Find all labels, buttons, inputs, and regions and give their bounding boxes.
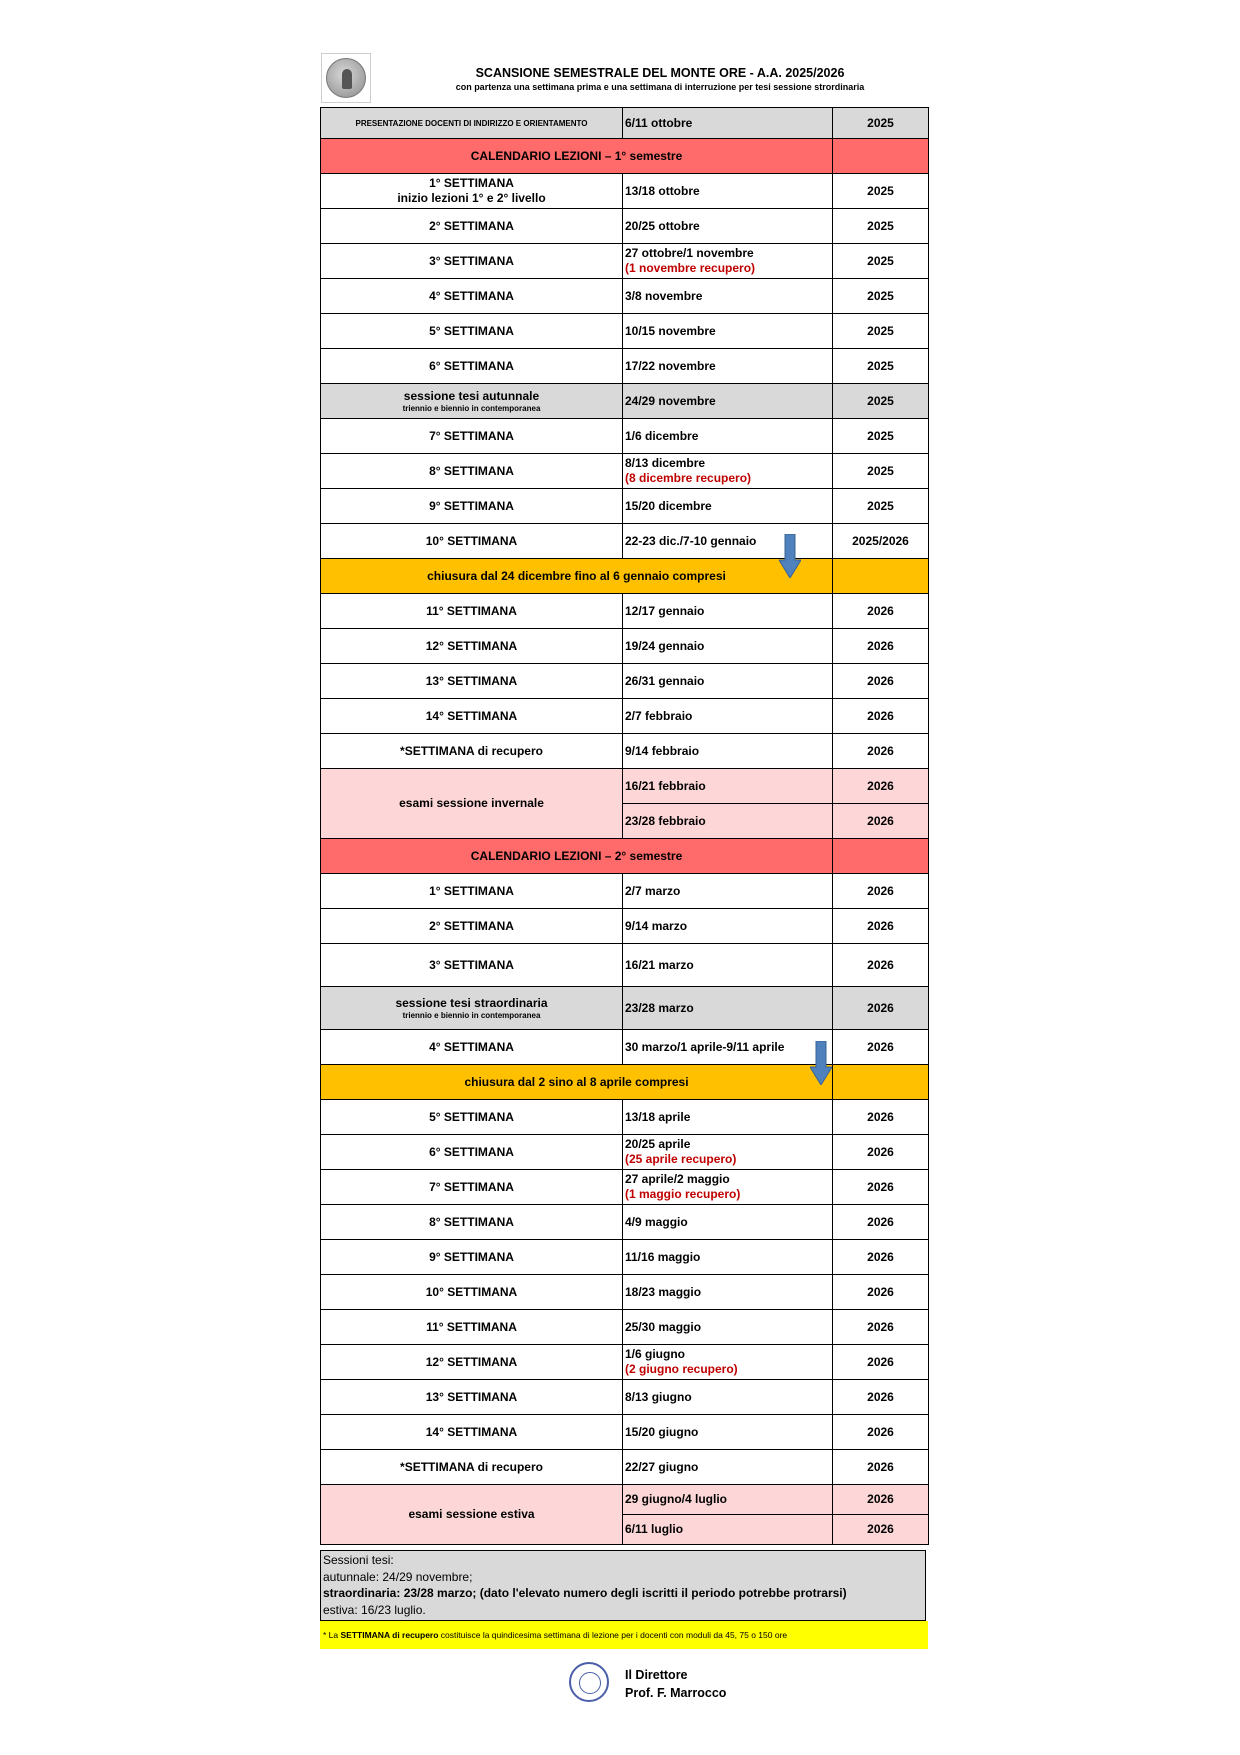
- year-cell: 2025: [833, 489, 929, 524]
- week-cell: [321, 1205, 623, 1240]
- date-label: 18/23 maggio: [625, 1284, 702, 1299]
- week-cell: [321, 384, 623, 419]
- date-label: 12/17 gennaio: [625, 603, 705, 618]
- down-arrow-icon: [810, 1041, 832, 1085]
- date-cell: [623, 1240, 833, 1275]
- week-cell: [321, 489, 623, 524]
- table-row: [321, 987, 929, 1030]
- notes-heading: Sessioni tesi:: [323, 1553, 394, 1567]
- date-cell: [623, 419, 833, 454]
- signature-role: Il Direttore: [625, 1668, 688, 1682]
- date-cell: [623, 1275, 833, 1310]
- date-cell: [623, 594, 833, 629]
- date-cell: 16/21 febbraio: [623, 769, 833, 804]
- year-cell: 2026: [833, 874, 929, 909]
- date-cell: [623, 349, 833, 384]
- week-cell: [321, 734, 623, 769]
- year-cell: 2026: [833, 909, 929, 944]
- table-row: [321, 594, 929, 629]
- notes-summer: estiva: 16/23 luglio.: [323, 1602, 426, 1617]
- table-row: [321, 874, 929, 909]
- presentation-row: [321, 108, 929, 139]
- table-row: [321, 1135, 929, 1170]
- week-cell: [321, 664, 623, 699]
- table-row: [321, 1100, 929, 1135]
- week-label: *SETTIMANA di recupero: [400, 1459, 543, 1474]
- table-row: [321, 769, 929, 804]
- footnote-bold: SETTIMANA di recupero: [340, 1630, 439, 1640]
- year-cell: 2025: [833, 384, 929, 419]
- date-label: 19/24 gennaio: [625, 638, 705, 653]
- week-label: 10° SETTIMANA: [425, 1284, 518, 1299]
- date-label: 15/20 giugno: [625, 1424, 699, 1439]
- semester1-header: [321, 139, 929, 174]
- date-label: 8/13 dicembre: [625, 456, 706, 470]
- date-cell: [623, 629, 833, 664]
- year-cell: 2026: [833, 1380, 929, 1415]
- thesis-sessions-notes: [320, 1550, 926, 1621]
- table-row: [321, 1415, 929, 1450]
- year-cell: 2026: [833, 1030, 929, 1065]
- year-cell: 2026: [833, 1515, 929, 1545]
- week-cell: [321, 419, 623, 454]
- year-cell: 2025: [833, 454, 929, 489]
- date-cell: [623, 874, 833, 909]
- week-cell: [321, 1275, 623, 1310]
- week-cell: [321, 524, 623, 559]
- footnote-star: * La: [323, 1630, 341, 1640]
- week-label: 5° SETTIMANA: [429, 1109, 514, 1124]
- date-cell: 29 giugno/4 luglio: [623, 1485, 833, 1515]
- table-row: [321, 1450, 929, 1485]
- table-row: [321, 489, 929, 524]
- year-cell: 2026: [833, 1205, 929, 1240]
- week-cell: [321, 1240, 623, 1275]
- week-cell: [321, 174, 623, 209]
- week-label: 11° SETTIMANA: [426, 603, 517, 618]
- date-label: 13/18 aprile: [625, 1109, 691, 1124]
- week-label: 7° SETTIMANA: [429, 428, 514, 443]
- week-label: 8° SETTIMANA: [429, 1214, 514, 1229]
- year-cell: 2026: [833, 1100, 929, 1135]
- signature-name: Prof. F. Marrocco: [625, 1686, 727, 1700]
- year-cell: 2026: [833, 769, 929, 804]
- week-label: 6° SETTIMANA: [429, 1144, 514, 1159]
- date-label: 27 ottobre/1 novembre: [625, 246, 754, 260]
- date-label: 20/25 aprile: [625, 1137, 691, 1151]
- week-cell: [321, 1310, 623, 1345]
- date-cell: [623, 1380, 833, 1415]
- date-cell: [623, 174, 833, 209]
- date-cell: [623, 987, 833, 1030]
- week-label: 4° SETTIMANA: [429, 288, 514, 303]
- week-cell: [321, 1380, 623, 1415]
- calendar-table: [320, 107, 929, 1545]
- table-row: [321, 1485, 929, 1515]
- date-label: 13/18 ottobre: [625, 183, 700, 198]
- date-label: 11/16 maggio: [625, 1249, 701, 1264]
- year-cell: 2025: [833, 279, 929, 314]
- date-label: 27 aprile/2 maggio: [625, 1172, 730, 1186]
- date-label: 25/30 maggio: [625, 1319, 702, 1334]
- year-cell: 2026: [833, 699, 929, 734]
- date-label: 20/25 ottobre: [625, 218, 700, 233]
- week-cell: [321, 244, 623, 279]
- year-cell: 2026: [833, 594, 929, 629]
- date-label: 16/21 marzo: [625, 957, 694, 972]
- table-row: [321, 244, 929, 279]
- week-cell: [321, 909, 623, 944]
- academy-logo: [321, 53, 371, 103]
- recovery-note: (2 giugno recupero): [625, 1362, 738, 1376]
- signature: [625, 1666, 726, 1702]
- table-row: [321, 1030, 929, 1065]
- week-label: 9° SETTIMANA: [429, 1249, 514, 1264]
- year-cell: 2026: [833, 1135, 929, 1170]
- presentation-year: 2025: [833, 108, 929, 139]
- date-label: 1/6 giugno: [625, 1347, 685, 1361]
- footnote: [320, 1621, 928, 1649]
- date-label: 22-23 dic./7-10 gennaio: [625, 533, 757, 548]
- year-cell: 2026: [833, 1310, 929, 1345]
- table-row: [321, 629, 929, 664]
- date-label: 2/7 febbraio: [625, 708, 693, 723]
- table-row: [321, 944, 929, 987]
- week-label: 1° SETTIMANA: [429, 883, 514, 898]
- semester1-header-empty: [833, 139, 929, 174]
- year-cell: 2026: [833, 1240, 929, 1275]
- table-row: [321, 1345, 929, 1380]
- table-row: [321, 1275, 929, 1310]
- table-row: [321, 734, 929, 769]
- exams-winter-label: esami sessione invernale: [321, 769, 623, 839]
- week-cell: [321, 279, 623, 314]
- closure1-row-empty: [833, 559, 929, 594]
- year-cell: 2025: [833, 419, 929, 454]
- date-cell: [623, 734, 833, 769]
- date-cell: [623, 1415, 833, 1450]
- table-row: [321, 1240, 929, 1275]
- presentation-label: PRESENTAZIONE DOCENTI DI INDIRIZZO E ORIENTAMENTO: [321, 108, 623, 139]
- week-cell: [321, 1135, 623, 1170]
- date-label: 1/6 dicembre: [625, 428, 699, 443]
- year-cell: 2025/2026: [833, 524, 929, 559]
- week-label: 12° SETTIMANA: [425, 1354, 518, 1369]
- date-label: 24/29 novembre: [625, 393, 716, 408]
- week-label: sessione tesi straordinaria: [395, 995, 548, 1010]
- date-cell: [623, 944, 833, 987]
- date-cell: [623, 1450, 833, 1485]
- date-label: 17/22 novembre: [625, 358, 716, 373]
- semester2-header: [321, 839, 929, 874]
- table-row: [321, 314, 929, 349]
- week-label: 6° SETTIMANA: [429, 358, 514, 373]
- closure2-row-label: chiusura dal 2 sino al 8 aprile compresi: [321, 1065, 833, 1100]
- table-row: [321, 384, 929, 419]
- date-cell: 6/11 luglio: [623, 1515, 833, 1545]
- table-row: [321, 349, 929, 384]
- down-arrow-icon: [779, 534, 801, 578]
- footnote-text: costituisce la quindicesima settimana di lezione per i docenti con moduli da 45, 75 o 150 ore: [438, 1630, 788, 1640]
- date-cell: [623, 1345, 833, 1380]
- date-cell: [623, 314, 833, 349]
- recovery-note: (25 aprile recupero): [625, 1152, 737, 1166]
- week-label: 7° SETTIMANA: [429, 1179, 514, 1194]
- table-row: [321, 279, 929, 314]
- date-label: 15/20 dicembre: [625, 498, 712, 513]
- week-label: 14° SETTIMANA: [425, 708, 518, 723]
- week-label: 5° SETTIMANA: [429, 323, 514, 338]
- table-row: [321, 664, 929, 699]
- week-cell: [321, 454, 623, 489]
- year-cell: 2026: [833, 987, 929, 1030]
- week-label: 13° SETTIMANA: [425, 1389, 518, 1404]
- table-row: [321, 1205, 929, 1240]
- table-row: [321, 1170, 929, 1205]
- academy-stamp: [569, 1662, 609, 1702]
- date-cell: [623, 1100, 833, 1135]
- week-label: sessione tesi autunnale: [403, 388, 540, 403]
- table-row: [321, 209, 929, 244]
- week-label: 10° SETTIMANA: [425, 533, 518, 548]
- year-cell: 2026: [833, 734, 929, 769]
- week-label: 2° SETTIMANA: [429, 918, 514, 933]
- week-label: 9° SETTIMANA: [429, 498, 514, 513]
- table-row: [321, 699, 929, 734]
- week-label: 11° SETTIMANA: [426, 1319, 517, 1334]
- recovery-note: (8 dicembre recupero): [625, 471, 752, 485]
- week-label: 3° SETTIMANA: [429, 253, 514, 268]
- date-cell: [623, 279, 833, 314]
- date-cell: [623, 909, 833, 944]
- date-label: 3/8 novembre: [625, 288, 703, 303]
- date-cell: 23/28 febbraio: [623, 804, 833, 839]
- week-label: 12° SETTIMANA: [425, 638, 518, 653]
- date-cell: [623, 244, 833, 279]
- week-cell: [321, 629, 623, 664]
- date-cell: [623, 1310, 833, 1345]
- closure1-row: [321, 559, 929, 594]
- year-cell: 2026: [833, 944, 929, 987]
- date-cell: [623, 1135, 833, 1170]
- date-cell: [623, 384, 833, 419]
- week-cell: [321, 987, 623, 1030]
- presentation-date: 6/11 ottobre: [623, 108, 833, 139]
- closure1-row-label: chiusura dal 24 dicembre fino al 6 gennaio compresi: [321, 559, 833, 594]
- date-label: 8/13 giugno: [625, 1389, 692, 1404]
- table-row: [321, 524, 929, 559]
- week-cell: [321, 1450, 623, 1485]
- week-label: 8° SETTIMANA: [429, 463, 514, 478]
- week-note-small: triennio e biennio in contemporanea: [402, 403, 541, 413]
- table-row: [321, 419, 929, 454]
- page-subtitle: con partenza una settimana prima e una settimana di interruzione per tesi sessione strordinaria: [455, 82, 865, 92]
- week-cell: [321, 1170, 623, 1205]
- date-label: 9/14 febbraio: [625, 743, 700, 758]
- week-label: 13° SETTIMANA: [425, 673, 518, 688]
- semester2-header-empty: [833, 839, 929, 874]
- week-cell: [321, 944, 623, 987]
- year-cell: 2025: [833, 209, 929, 244]
- week-cell: [321, 699, 623, 734]
- year-cell: 2025: [833, 174, 929, 209]
- date-cell: [623, 664, 833, 699]
- semester2-header-label: CALENDARIO LEZIONI – 2° semestre: [321, 839, 833, 874]
- week-cell: [321, 1100, 623, 1135]
- year-cell: 2026: [833, 1345, 929, 1380]
- date-cell: [623, 209, 833, 244]
- date-label: 22/27 giugno: [625, 1459, 699, 1474]
- year-cell: 2026: [833, 804, 929, 839]
- semester1-header-label: CALENDARIO LEZIONI – 1° semestre: [321, 139, 833, 174]
- date-cell: [623, 1170, 833, 1205]
- year-cell: 2026: [833, 1170, 929, 1205]
- week-label: 4° SETTIMANA: [429, 1039, 514, 1054]
- date-label: 9/14 marzo: [625, 918, 688, 933]
- date-label: 4/9 maggio: [625, 1214, 688, 1229]
- week-note-small: triennio e biennio in contemporanea: [402, 1010, 541, 1020]
- year-cell: 2025: [833, 349, 929, 384]
- date-label: 26/31 gennaio: [625, 673, 705, 688]
- week-cell: [321, 314, 623, 349]
- table-row: [321, 174, 929, 209]
- date-label: 30 marzo/1 aprile-9/11 aprile: [625, 1039, 785, 1054]
- recovery-note: (1 novembre recupero): [625, 261, 756, 275]
- year-cell: 2026: [833, 1450, 929, 1485]
- notes-extraordinary: straordinaria: 23/28 marzo; (dato l'elevato numero degli iscritti il periodo potrebbe protrarsi): [323, 1586, 847, 1600]
- date-label: 10/15 novembre: [625, 323, 716, 338]
- week-cell: [321, 874, 623, 909]
- recovery-note: (1 maggio recupero): [625, 1187, 741, 1201]
- week-cell: [321, 209, 623, 244]
- week-cell: [321, 1415, 623, 1450]
- week-cell: [321, 1345, 623, 1380]
- year-cell: 2026: [833, 1275, 929, 1310]
- week-cell: [321, 594, 623, 629]
- closure2-row: [321, 1065, 929, 1100]
- exams-summer-label: esami sessione estiva: [321, 1485, 623, 1545]
- week-cell: [321, 1030, 623, 1065]
- week-label: 1° SETTIMANA: [429, 176, 514, 190]
- year-cell: 2025: [833, 314, 929, 349]
- year-cell: 2026: [833, 629, 929, 664]
- date-cell: [623, 489, 833, 524]
- date-cell: [623, 1030, 833, 1065]
- date-label: 23/28 marzo: [625, 1000, 694, 1015]
- week-label: *SETTIMANA di recupero: [400, 743, 543, 758]
- table-row: [321, 454, 929, 489]
- table-row: [321, 1380, 929, 1415]
- notes-autumn: autunnale: 24/29 novembre;: [323, 1569, 473, 1584]
- table-row: [321, 909, 929, 944]
- date-label: 2/7 marzo: [625, 883, 681, 898]
- date-cell: [623, 699, 833, 734]
- week-label: 2° SETTIMANA: [429, 218, 514, 233]
- year-cell: 2026: [833, 1415, 929, 1450]
- week-label: 14° SETTIMANA: [425, 1424, 518, 1439]
- year-cell: 2025: [833, 244, 929, 279]
- date-cell: [623, 454, 833, 489]
- date-cell: [623, 1205, 833, 1240]
- year-cell: 2026: [833, 1485, 929, 1515]
- year-cell: 2026: [833, 664, 929, 699]
- page-title: SCANSIONE SEMESTRALE DEL MONTE ORE - A.A. 2025/2026: [475, 66, 845, 80]
- week-sublabel: inizio lezioni 1° e 2° livello: [397, 191, 546, 205]
- date-cell: [623, 524, 833, 559]
- closure2-row-empty: [833, 1065, 929, 1100]
- week-cell: [321, 349, 623, 384]
- week-label: 3° SETTIMANA: [429, 957, 514, 972]
- table-row: [321, 1310, 929, 1345]
